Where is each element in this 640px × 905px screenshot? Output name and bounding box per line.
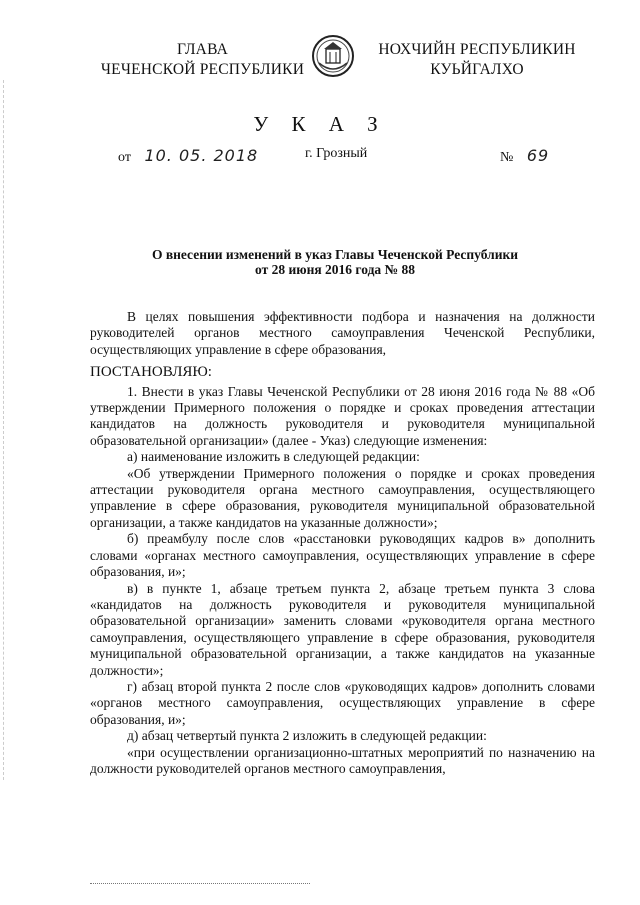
decree-city: г. Грозный: [305, 146, 368, 161]
resolve-heading: ПОСТАНОВЛЯЮ:: [90, 364, 212, 381]
preamble-paragraph: В целях повышения эффективности подбора и назначения на должности руководителей органов местного самоуправления Чеченской Республики, осуществляющих управление в сфере образования,: [90, 309, 595, 357]
paragraph-b: б) преамбулу после слов «расстановки руководящих кадров в» дополнить словами «органах местного самоуправления, осуществляющих управление в сфере образования, и»;: [90, 531, 595, 580]
number-handwritten: 69: [526, 146, 550, 165]
header-right-line-2: КУЬЙГАЛХО: [430, 61, 524, 78]
subject-line-1: О внесении изменений в указ Главы Чеченской Республики: [151, 247, 519, 262]
date-label: от: [118, 150, 131, 165]
header-left: [95, 40, 310, 80]
header-right: [372, 40, 582, 80]
number-label: №: [500, 150, 514, 165]
paragraph-g: г) абзац второй пункта 2 после слов «руководящих кадров» дополнить словами «органов местного самоуправления, осуществляющих управление в сфере образования, и»;: [90, 678, 595, 727]
preamble-block: [90, 309, 595, 777]
date-handwritten: 10. 05. 2018: [144, 146, 259, 165]
paragraph-v: в) в пункте 1, абзаце третьем пункта 2, абзаце третьем пункта 3 слова «кандидатов на должность руководителя и руководителя муниципальной образовательной организации» заменить словами «руководителя органа местного самоуправления, осуществляющего управление в сфере образования, руководителя муниципальной образовательной организации, а также кандидатов на указанные должности»;: [90, 580, 595, 678]
decree-title: У К А З: [253, 112, 387, 136]
footer-line: [90, 883, 310, 888]
header-right-line-1: НОХЧИЙН РЕСПУБЛИКИН: [378, 41, 576, 58]
decree-subject: [110, 247, 560, 277]
scan-edge-line: [3, 80, 5, 780]
paragraph-d-quote: «при осуществлении организационно-штатных мероприятий по назначению на должности руководителей органов местного самоуправления,: [90, 744, 595, 776]
header-left-line-2: ЧЕЧЕНСКОЙ РЕСПУБЛИКИ: [100, 61, 305, 78]
subject-line-2: от 28 июня 2016 года № 88: [255, 262, 415, 277]
header-left-line-1: ГЛАВА: [176, 41, 229, 58]
paragraph-a-quote: «Об утверждении Примерного положения о порядке и сроках проведения аттестации руководителя органа местного самоуправления, осуществляющего управление в сфере образования, руководителя муниципальной образовательной организации, а также кандидатов на указанные должности»;: [90, 465, 595, 530]
state-emblem: [311, 33, 355, 79]
paragraph-d: д) абзац четвертый пункта 2 изложить в следующей редакции:: [127, 728, 487, 744]
decree-number: [500, 146, 549, 166]
paragraph-a: а) наименование изложить в следующей редакции:: [127, 449, 420, 465]
paragraph-1: 1. Внести в указ Главы Чеченской Республики от 28 июня 2016 года № 88 «Об утверждении Примерного положения о порядке и сроках проведения аттестации кандидатов на должность руководителя и руководителя муниципальной образовательной организации» (далее - Указ) следующие изменения:: [90, 383, 595, 448]
decree-date: [118, 146, 258, 166]
